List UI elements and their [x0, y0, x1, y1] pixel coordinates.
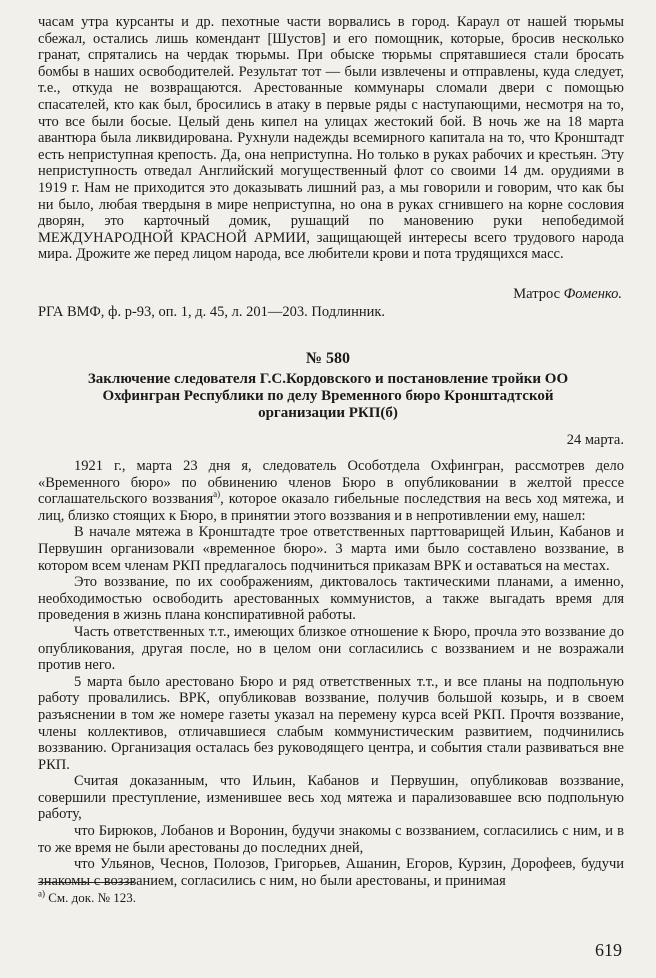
preceding-text: [38, 14, 624, 263]
document-date: 24 марта.: [566, 432, 624, 448]
preceding-paragraph: часам утра курсанты и др. пехотные части ворвались в город. Караул от нашей тюрьмы сбежал, остались лишь комендант [Шустов] и его помощник, которые, бросив несколько гранат, спрятались на чердак тюрьмы. При обыске тюрьмы спрятавшиеся стали бросать бомбы в наших освободителей. Результат тот — были извлечены и отправлены, куда следует, т.е., откуда не возвращаются. Арестованные коммунары сломали двери с помощью спасателей, кто как был, бросились в атаку в первые ряды с наступающими, несмотря на то, что все были босые. Целый день кипел на улицах жестокий бой. В ночь же на 18 марта авантюра была ликвидирована. Рухнули надежды всемирного капитала на то, что Кронштадт есть неприступная крепость. Да, она неприступна. Но только в руках рабочих и крестьян. Эту неприступность отведал Английский могущественный флот со своими 14 дм. орудиями в 1919 г. Нам не приходится это доказывать лишний раз, а мы говорили и говорим, что как бы ни было, любая твердыня в мире неприступна, но она в руках сгнившего на корне сословия дворян, это карточный домик, рушащий по мановению руки непобедимой МЕЖДУНАРОДНОЙ КРАСНОЙ АРМИИ, защищающей интересы всего трудового народа мира. Дрожите же перед лицом народа, все любители крови и пота трудящихся масс.: [38, 14, 624, 263]
footnote-mark: а): [38, 888, 45, 899]
body-paragraph: 5 марта было арестовано Бюро и ряд ответственных т.т., и все планы на подпольную работу провалились. ВРК, опубликовав воззвание, получив большой козырь, и в своем разъяснении в том же номере газеты указал на перемену курса всей РКП. Прочтя воззвание, члены коллективов, отличавшиеся слабым коммунистическим развитием, подчинились воззванию. Организация осталась без руководящего центра, и события стали развиваться вне РКП.: [38, 673, 624, 773]
signature-name: Фоменко.: [563, 286, 622, 302]
body-paragraph: В начале мятежа в Кронштадте трое ответственных парттоварищей Ильин, Кабанов и Первушин организовали «временное бюро». 3 марта ими было составлено воззвание, в котором всем членам РКП предлагалось подчиниться приказам ВРК и оставаться на местах.: [38, 524, 624, 574]
body-paragraph: что Бирюков, Лобанов и Воронин, будучи знакомы с воззванием, согласились с ним, и в то же время не были арестованы до последних дней,: [38, 823, 624, 856]
footnote-ref: а): [213, 489, 221, 500]
body-paragraph: что Ульянов, Чеснов, Полозов, Григорьев, Ашанин, Егоров, Курзин, Дорофеев, будучи знакомы с воззванием, согласились с ним, но были арестованы, и принимая: [38, 856, 624, 889]
footnote: [38, 890, 136, 906]
document-title: Заключение следователя Г.С.Кордовского и постановление тройки ОО Охфингран Республики по делу Временного бюро Кронштадтской организации РКП(б): [87, 371, 569, 421]
body-paragraph: Часть ответственных т.т., имеющих близкое отношение к Бюро, прочла это воззвание до опубликования, другая после, но в целом они согласились с воззванием и не возражали против него.: [38, 623, 624, 674]
p1-text: 1921 г., марта 23 дня я, следователь Особотдела Охфингран, рассмотрев дело «Временного бюро» по обвинению членов Бюро в опубликовании в желтой прессе соглашательского воззвания: [38, 458, 624, 508]
signature: [513, 286, 622, 303]
footnote-divider: [38, 882, 134, 883]
body-paragraph: Это воззвание, по их соображениям, диктовалось тактическими планами, а именно, необходимостью освободить арестованных коммунистов, а также выгадать время для проведения в жизнь плана конспиративной работы.: [38, 574, 624, 624]
page-number: 619: [595, 940, 622, 960]
document-body: [38, 458, 624, 889]
signature-prefix: Матрос: [513, 286, 564, 302]
archive-reference: РГА ВМФ, ф. р-93, оп. 1, д. 45, л. 201—203. Подлинник.: [38, 304, 386, 320]
body-paragraph: [38, 458, 624, 524]
p1-text-cont: , которое оказало гибельные последствия на весь ход мятежа, и лиц, близко стоящих к Бюро, в принятии этого воззвания и в непротивлении ему, нашел:: [38, 491, 624, 524]
document-number: № 580: [305, 350, 351, 367]
footnote-text: См. док. № 123.: [45, 890, 136, 905]
body-paragraph: Считая доказанным, что Ильин, Кабанов и Первушин, опубликовав воззвание, совершили преступление, изменившее весь ход мятежа и парализовавшее всю подпольную работу,: [38, 773, 624, 823]
